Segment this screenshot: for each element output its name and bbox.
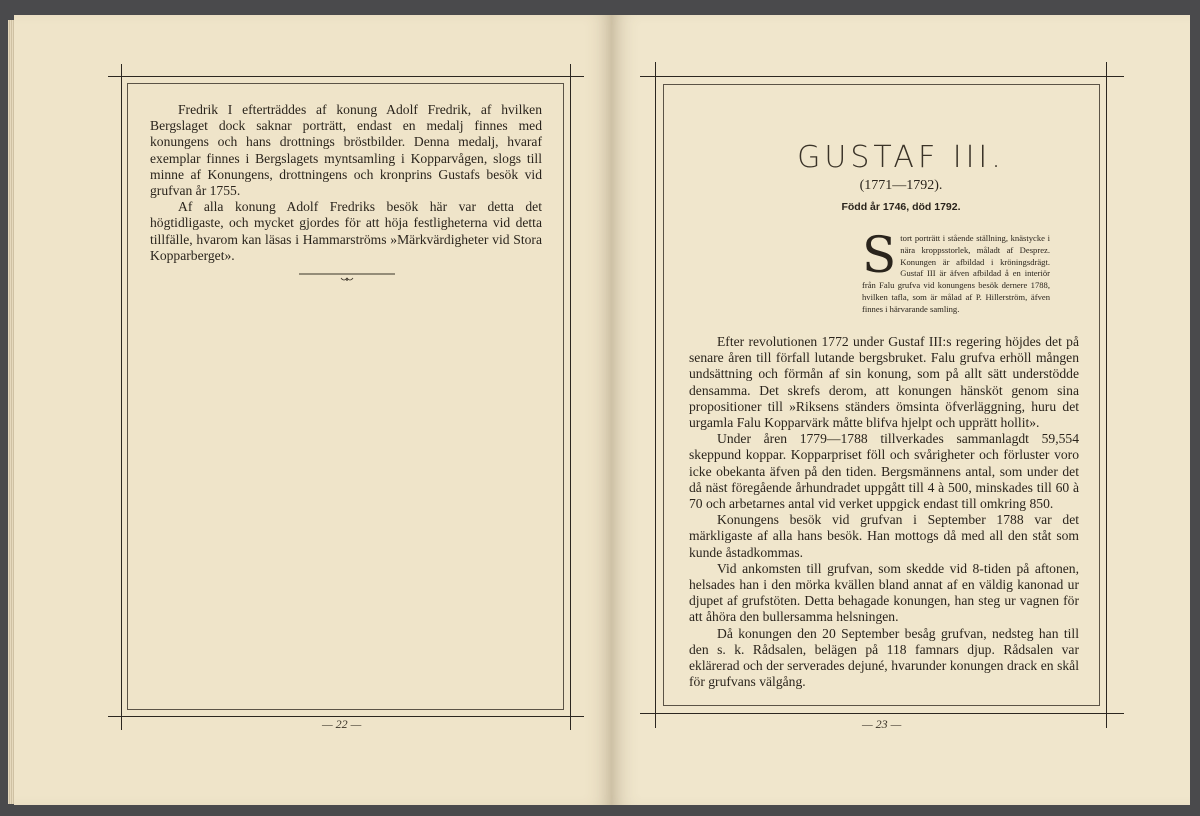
right-paragraph-4: Vid ankomsten till grufvan, som skedde vid 8-tiden på aftonen, helsades han i den mörka kvällen bland annat af en väldig kanonad ur djupet af grufstöten. Detta behagade konungen, han steg ur vagnen för att åhöra den bullersamma helsningen.: [689, 560, 1079, 625]
portrait-caption: [862, 226, 1050, 316]
right-paragraph-3: Konungens besök vid grufvan i September 1788 var det märkligaste af alla hans besök. Han mottogs då med all den ståt som kunde åstadkommas.: [689, 512, 1079, 560]
right-paragraph-5: Då konungen den 20 September besåg grufvan, nedsteg han till den s. k. Rådsalen, belägen på 118 famnars djup. Rådsalen var eklärerad och der serverades dejuné, hvarunder konungen drack en skål för grufvans välgång.: [689, 625, 1079, 690]
right-paragraph-2: Under åren 1779—1788 tillverkades sammanlagdt 59,554 skeppund koppar. Kopparpriset föll och svårigheter och förluster voro icke obekanta äfven på den tiden. Bergsmännens antal, som under det då näst föregående århundradet uppgått till 4 à 500, minskades till 60 à 70 och arbetarnes antal vid verket uppgick endast till omkring 850.: [689, 431, 1079, 512]
right-paragraph-1: Efter revolutionen 1772 under Gustaf III:s regering höjdes det på senare åren till förfall lutande bergsbruket. Falu grufva erhöll mången undsättning och förmån af sin konung, som på allt sätt understödde densamma. Det skrefs derom, att konungen hänsköt genom sina propositioner till »Riksens ständers ömsinta öfverläggning, huru det urgamla Falu Kopparvärk måtte blifva hjelpt och upprätt hollit».: [689, 334, 1079, 431]
right-page-text: [689, 334, 1079, 690]
divider-ornament: [297, 272, 397, 284]
caption-text: tort porträtt i stående ställning, knästycke i nära kroppsstorlek, måladt af Desprez. Konungen är afbildad i kröningsdrägt. Gustaf III är äfven afbildad å en interiör från Falu grufva vid konungens besök dernere 1788, hvilken tafla, som är målad af P. Hillerström, äfven finnes i härvarande samling.: [862, 233, 1050, 314]
left-paragraph-2: Af alla konung Adolf Fredriks besök här var detta det högtidligaste, och mycket gjordes för att höja festligheterna vid detta tillfälle, hvarom kan läsas i Hammarströms »Märkvärdigheter vid Stora Kopparberget».: [150, 199, 542, 263]
born-died: Född år 1746, död 1792.: [841, 201, 961, 213]
reign-years: (1771—1792).: [859, 178, 943, 193]
page-number-right: — 23 —: [862, 717, 902, 731]
drop-cap: S: [862, 226, 897, 284]
chapter-title: GUSTAF III.: [797, 140, 1005, 175]
left-paragraph-1: Fredrik I efterträddes af konung Adolf Fredrik, af hvilken Bergslaget dock saknar porträtt, endast en medalj finnes med konungens och hans drottnings bröstbilder. Denna medalj, hvaraf exemplar finnes i Bergslagets myntsamling i Kopparvågen, slogs till minne af Konungens, drottningens och kronprins Gustafs besök vid grufvan år 1755.: [150, 102, 542, 199]
left-page-text: [150, 102, 542, 264]
page-number-left: — 22 —: [322, 717, 362, 731]
